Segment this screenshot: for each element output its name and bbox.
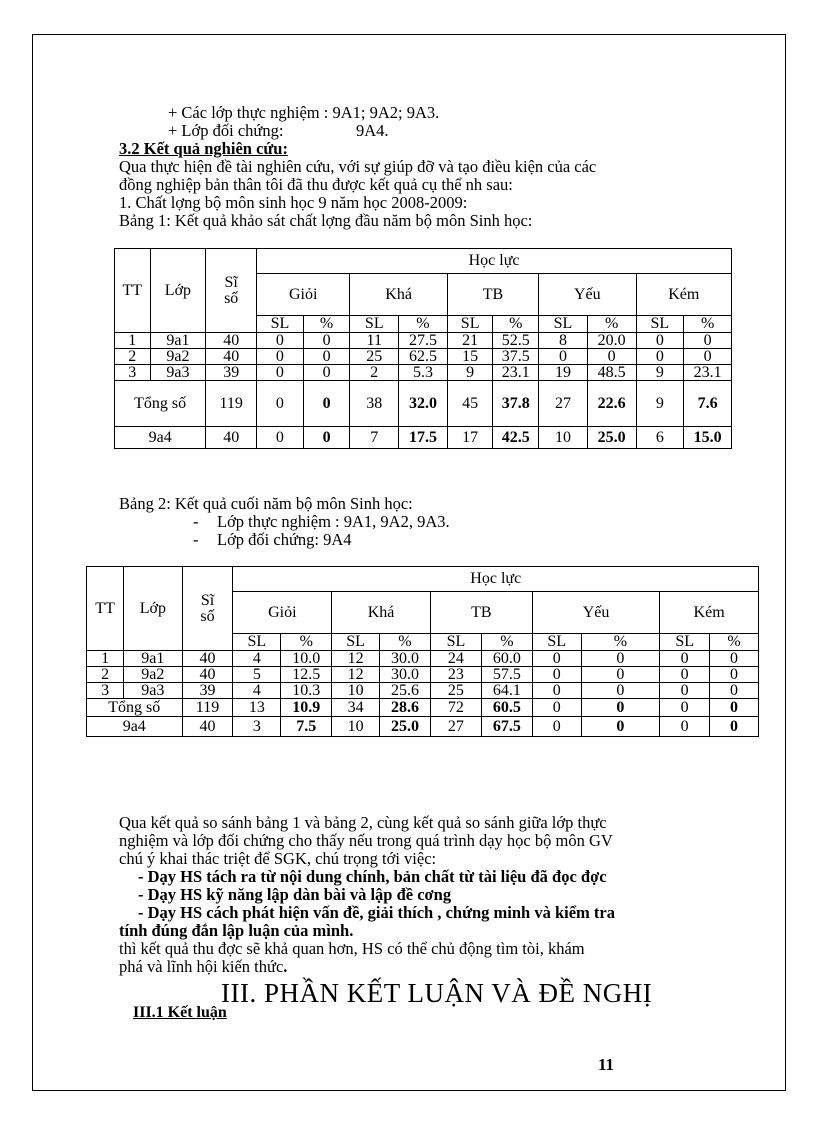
table-cell: 0 bbox=[636, 333, 684, 349]
list-dash: - bbox=[193, 512, 199, 531]
table-cell: 40 bbox=[182, 667, 233, 683]
table-cell: 17.5 bbox=[399, 427, 448, 449]
table-control-row bbox=[115, 427, 732, 449]
header-yeu: Yếu bbox=[539, 274, 636, 316]
table-cell: 72 bbox=[430, 699, 481, 717]
table-row bbox=[115, 365, 732, 381]
header-sl: SL bbox=[350, 316, 399, 333]
paragraph-line: nghiệm và lớp đối chứng cho thấy nếu trong quá trình dạy học bộ môn GV bbox=[119, 831, 613, 850]
bold-bullet-continuation: tính đúng đắn lập luận của mình. bbox=[119, 921, 354, 940]
bold-bullet: - Dạy HS cách phát hiện vấn đề, giải thích , chứng minh và kiểm tra bbox=[138, 903, 615, 922]
header-lop: Lớp bbox=[124, 567, 182, 651]
table-cell: 0 bbox=[257, 381, 304, 427]
table-cell: 10 bbox=[332, 683, 380, 699]
table-cell: 62.5 bbox=[399, 349, 448, 365]
header-tb: TB bbox=[430, 592, 532, 634]
table-cell: 9 bbox=[447, 365, 493, 381]
table-cell: 9 bbox=[636, 381, 684, 427]
paragraph-line: đồng nghiệp bản thân tôi đã thu được kết quả cụ thể nh sau: bbox=[119, 175, 513, 194]
table-cell: 0 bbox=[660, 667, 710, 683]
table-cell: 40 bbox=[206, 349, 257, 365]
table-cell: 60.5 bbox=[481, 699, 532, 717]
table-cell: 0 bbox=[303, 365, 350, 381]
table-cell: 4 bbox=[233, 651, 281, 667]
table-cell: 20.0 bbox=[587, 333, 636, 349]
table-cell: 9 bbox=[636, 365, 684, 381]
table-cell: 9a3 bbox=[150, 365, 206, 381]
header-kha: Khá bbox=[350, 274, 447, 316]
table-cell: 0 bbox=[532, 683, 581, 699]
header-hocluc: Học lực bbox=[257, 249, 732, 274]
table-cell: 25 bbox=[350, 349, 399, 365]
table-cell: 0 bbox=[257, 349, 304, 365]
table-cell: 0 bbox=[636, 349, 684, 365]
header-pct: % bbox=[581, 634, 660, 651]
intro-line-1: + Các lớp thực nghiệm : 9A1; 9A2; 9A3. bbox=[168, 103, 440, 122]
table-cell: 0 bbox=[303, 427, 350, 449]
header-kha: Khá bbox=[332, 592, 431, 634]
header-pct: % bbox=[587, 316, 636, 333]
table-cell: 25.0 bbox=[587, 427, 636, 449]
table-cell: 27 bbox=[430, 717, 481, 737]
table-cell: 9a4 bbox=[115, 427, 206, 449]
table-cell: 25 bbox=[430, 683, 481, 699]
bold-bullet: - Dạy HS kỹ năng lập dàn bài và lập đề cơng bbox=[138, 885, 452, 904]
table-control-row bbox=[87, 717, 759, 737]
header-kem: Kém bbox=[660, 592, 759, 634]
table-cell: 28.6 bbox=[379, 699, 430, 717]
header-tt: TT bbox=[115, 249, 151, 333]
table-cell: 0 bbox=[581, 683, 660, 699]
table-cell: 5 bbox=[233, 667, 281, 683]
header-sl: SL bbox=[430, 634, 481, 651]
header-pct: % bbox=[493, 316, 539, 333]
table-cell: 0 bbox=[581, 699, 660, 717]
table-cell: 0 bbox=[303, 381, 350, 427]
header-kem: Kém bbox=[636, 274, 731, 316]
paragraph-line: 1. Chất lợng bộ môn sinh học 9 năm học 2008-2009: bbox=[119, 193, 468, 212]
table-cell: 57.5 bbox=[481, 667, 532, 683]
table-cell: 24 bbox=[430, 651, 481, 667]
paragraph-line: thì kết quả thu đợc sẽ khả quan hơn, HS có thể chủ động tìm tòi, khám bbox=[119, 939, 585, 958]
table-cell: 0 bbox=[581, 717, 660, 737]
paragraph-line: Qua thực hiện đề tài nghiên cứu, với sự giúp đỡ và tạo điều kiện của các bbox=[119, 157, 597, 176]
paragraph-line: phá và lĩnh hội kiến thức. bbox=[119, 957, 288, 976]
table-cell: 37.8 bbox=[493, 381, 539, 427]
table-row bbox=[87, 683, 759, 699]
table-total-row bbox=[87, 699, 759, 717]
table-cell: 0 bbox=[684, 333, 732, 349]
header-tt: TT bbox=[87, 567, 124, 651]
table-cell: 37.5 bbox=[493, 349, 539, 365]
table-1-caption: Bảng 1: Kết quả khảo sát chất lợng đầu năm bộ môn Sinh học: bbox=[119, 211, 533, 230]
table-cell: Tổng số bbox=[115, 381, 206, 427]
table-cell: 34 bbox=[332, 699, 380, 717]
header-sl: SL bbox=[660, 634, 710, 651]
table-cell: 11 bbox=[350, 333, 399, 349]
header-siso: Sĩ số bbox=[182, 567, 233, 651]
table-cell: 9a4 bbox=[87, 717, 183, 737]
table-cell: 10.3 bbox=[281, 683, 332, 699]
header-pct: % bbox=[710, 634, 759, 651]
table-cell: 0 bbox=[581, 667, 660, 683]
table-cell: 39 bbox=[206, 365, 257, 381]
table-header-row bbox=[87, 567, 759, 592]
table-cell: 0 bbox=[660, 651, 710, 667]
header-sl: SL bbox=[332, 634, 380, 651]
table-cell: 3 bbox=[233, 717, 281, 737]
table-cell: Tổng số bbox=[87, 699, 183, 717]
table-cell: 12 bbox=[332, 651, 380, 667]
table-cell: 17 bbox=[447, 427, 493, 449]
table-cell: 0 bbox=[303, 349, 350, 365]
header-yeu: Yếu bbox=[532, 592, 659, 634]
header-sl: SL bbox=[257, 316, 304, 333]
header-gioi: Giỏi bbox=[233, 592, 332, 634]
table-cell: 10.0 bbox=[281, 651, 332, 667]
list-item: Lớp thực nghiệm : 9A1, 9A2, 9A3. bbox=[217, 512, 450, 531]
table-cell: 30.0 bbox=[379, 651, 430, 667]
table-cell: 22.6 bbox=[587, 381, 636, 427]
header-pct: % bbox=[481, 634, 532, 651]
table-cell: 1 bbox=[87, 651, 124, 667]
part-3-heading: III. PHẦN KẾT LUẬN VÀ ĐỀ NGHỊ bbox=[221, 978, 653, 1008]
table-cell: 0 bbox=[710, 717, 759, 737]
results-table-2 bbox=[86, 566, 759, 737]
table-cell: 21 bbox=[447, 333, 493, 349]
table-cell: 0 bbox=[684, 349, 732, 365]
table-cell: 27.5 bbox=[399, 333, 448, 349]
table-cell: 9a1 bbox=[124, 651, 182, 667]
table-cell: 3 bbox=[87, 683, 124, 699]
paragraph-line: chú ý khai thác triệt để SGK, chú trọng tới việc: bbox=[119, 849, 437, 868]
header-sl: SL bbox=[532, 634, 581, 651]
header-gioi: Giỏi bbox=[257, 274, 350, 316]
table-cell: 0 bbox=[710, 683, 759, 699]
bold-bullet: - Dạy HS tách ra từ nội dung chính, bản chất từ tài liệu đã đọc đợc bbox=[138, 867, 607, 886]
table-cell: 60.0 bbox=[481, 651, 532, 667]
table-row bbox=[115, 333, 732, 349]
table-cell: 32.0 bbox=[399, 381, 448, 427]
table-cell: 0 bbox=[539, 349, 588, 365]
table-cell: 0 bbox=[257, 333, 304, 349]
table-cell: 0 bbox=[532, 667, 581, 683]
table-cell: 2 bbox=[115, 349, 151, 365]
table-cell: 52.5 bbox=[493, 333, 539, 349]
header-pct: % bbox=[303, 316, 350, 333]
section-heading: 3.2 Kết quả nghiên cứu: bbox=[119, 139, 288, 158]
table-cell: 9a2 bbox=[124, 667, 182, 683]
table-cell: 40 bbox=[182, 651, 233, 667]
table-cell: 6 bbox=[636, 427, 684, 449]
header-sl: SL bbox=[447, 316, 493, 333]
table-cell: 67.5 bbox=[481, 717, 532, 737]
table-cell: 25.6 bbox=[379, 683, 430, 699]
table-cell: 0 bbox=[660, 683, 710, 699]
table-cell: 4 bbox=[233, 683, 281, 699]
table-cell: 10.9 bbox=[281, 699, 332, 717]
table-cell: 10 bbox=[539, 427, 588, 449]
header-pct: % bbox=[379, 634, 430, 651]
table-2-caption: Bảng 2: Kết quả cuối năm bộ môn Sinh học: bbox=[119, 494, 413, 513]
table-cell: 0 bbox=[710, 699, 759, 717]
table-cell: 13 bbox=[233, 699, 281, 717]
table-total-row bbox=[115, 381, 732, 427]
header-sl: SL bbox=[636, 316, 684, 333]
table-cell: 0 bbox=[581, 651, 660, 667]
table-cell: 2 bbox=[350, 365, 399, 381]
table-cell: 119 bbox=[182, 699, 233, 717]
header-lop: Lớp bbox=[150, 249, 206, 333]
table-cell: 0 bbox=[587, 349, 636, 365]
table-row bbox=[87, 651, 759, 667]
table-cell: 40 bbox=[182, 717, 233, 737]
table-cell: 7 bbox=[350, 427, 399, 449]
table-cell: 19 bbox=[539, 365, 588, 381]
table-cell: 9a3 bbox=[124, 683, 182, 699]
table-cell: 0 bbox=[710, 651, 759, 667]
intro-line-2-value: 9A4. bbox=[356, 121, 389, 140]
table-cell: 48.5 bbox=[587, 365, 636, 381]
table-cell: 64.1 bbox=[481, 683, 532, 699]
table-cell: 0 bbox=[710, 667, 759, 683]
table-cell: 12 bbox=[332, 667, 380, 683]
table-header-row bbox=[115, 249, 732, 274]
header-tb: TB bbox=[447, 274, 538, 316]
header-siso: Sĩ số bbox=[206, 249, 257, 333]
table-cell: 0 bbox=[257, 365, 304, 381]
table-cell: 38 bbox=[350, 381, 399, 427]
header-sl: SL bbox=[233, 634, 281, 651]
table-cell: 12.5 bbox=[281, 667, 332, 683]
table-cell: 10 bbox=[332, 717, 380, 737]
table-cell: 3 bbox=[115, 365, 151, 381]
table-cell: 30.0 bbox=[379, 667, 430, 683]
header-pct: % bbox=[684, 316, 732, 333]
table-cell: 8 bbox=[539, 333, 588, 349]
table-cell: 5.3 bbox=[399, 365, 448, 381]
page-number: 11 bbox=[598, 1055, 615, 1074]
table-cell: 0 bbox=[660, 717, 710, 737]
table-cell: 0 bbox=[532, 699, 581, 717]
list-dash: - bbox=[193, 530, 199, 549]
table-row bbox=[87, 667, 759, 683]
table-row bbox=[115, 349, 732, 365]
paragraph-line: Qua kết quả so sánh bảng 1 và bảng 2, cùng kết quả so sánh giữa lớp thực bbox=[119, 813, 607, 832]
header-hocluc: Học lực bbox=[233, 567, 759, 592]
table-cell: 0 bbox=[660, 699, 710, 717]
table-cell: 15.0 bbox=[684, 427, 732, 449]
header-sl: SL bbox=[539, 316, 588, 333]
subsection-heading: III.1 Kết luận bbox=[133, 1004, 227, 1021]
table-cell: 2 bbox=[87, 667, 124, 683]
table-cell: 1 bbox=[115, 333, 151, 349]
table-cell: 7.6 bbox=[684, 381, 732, 427]
table-cell: 7.5 bbox=[281, 717, 332, 737]
table-cell: 23 bbox=[430, 667, 481, 683]
table-cell: 0 bbox=[532, 651, 581, 667]
table-cell: 27 bbox=[539, 381, 588, 427]
table-cell: 0 bbox=[532, 717, 581, 737]
table-cell: 25.0 bbox=[379, 717, 430, 737]
table-cell: 40 bbox=[206, 427, 257, 449]
table-cell: 45 bbox=[447, 381, 493, 427]
table-cell: 23.1 bbox=[493, 365, 539, 381]
header-pct: % bbox=[281, 634, 332, 651]
table-cell: 40 bbox=[206, 333, 257, 349]
table-cell: 39 bbox=[182, 683, 233, 699]
table-cell: 9a1 bbox=[150, 333, 206, 349]
table-cell: 119 bbox=[206, 381, 257, 427]
table-cell: 0 bbox=[303, 333, 350, 349]
table-cell: 15 bbox=[447, 349, 493, 365]
results-table-1 bbox=[114, 248, 732, 449]
list-item: Lớp đối chứng: 9A4 bbox=[217, 530, 352, 549]
table-cell: 42.5 bbox=[493, 427, 539, 449]
table-cell: 23.1 bbox=[684, 365, 732, 381]
table-cell: 9a2 bbox=[150, 349, 206, 365]
intro-line-2-label: + Lớp đối chứng: bbox=[168, 121, 284, 140]
header-pct: % bbox=[399, 316, 448, 333]
table-cell: 0 bbox=[257, 427, 304, 449]
